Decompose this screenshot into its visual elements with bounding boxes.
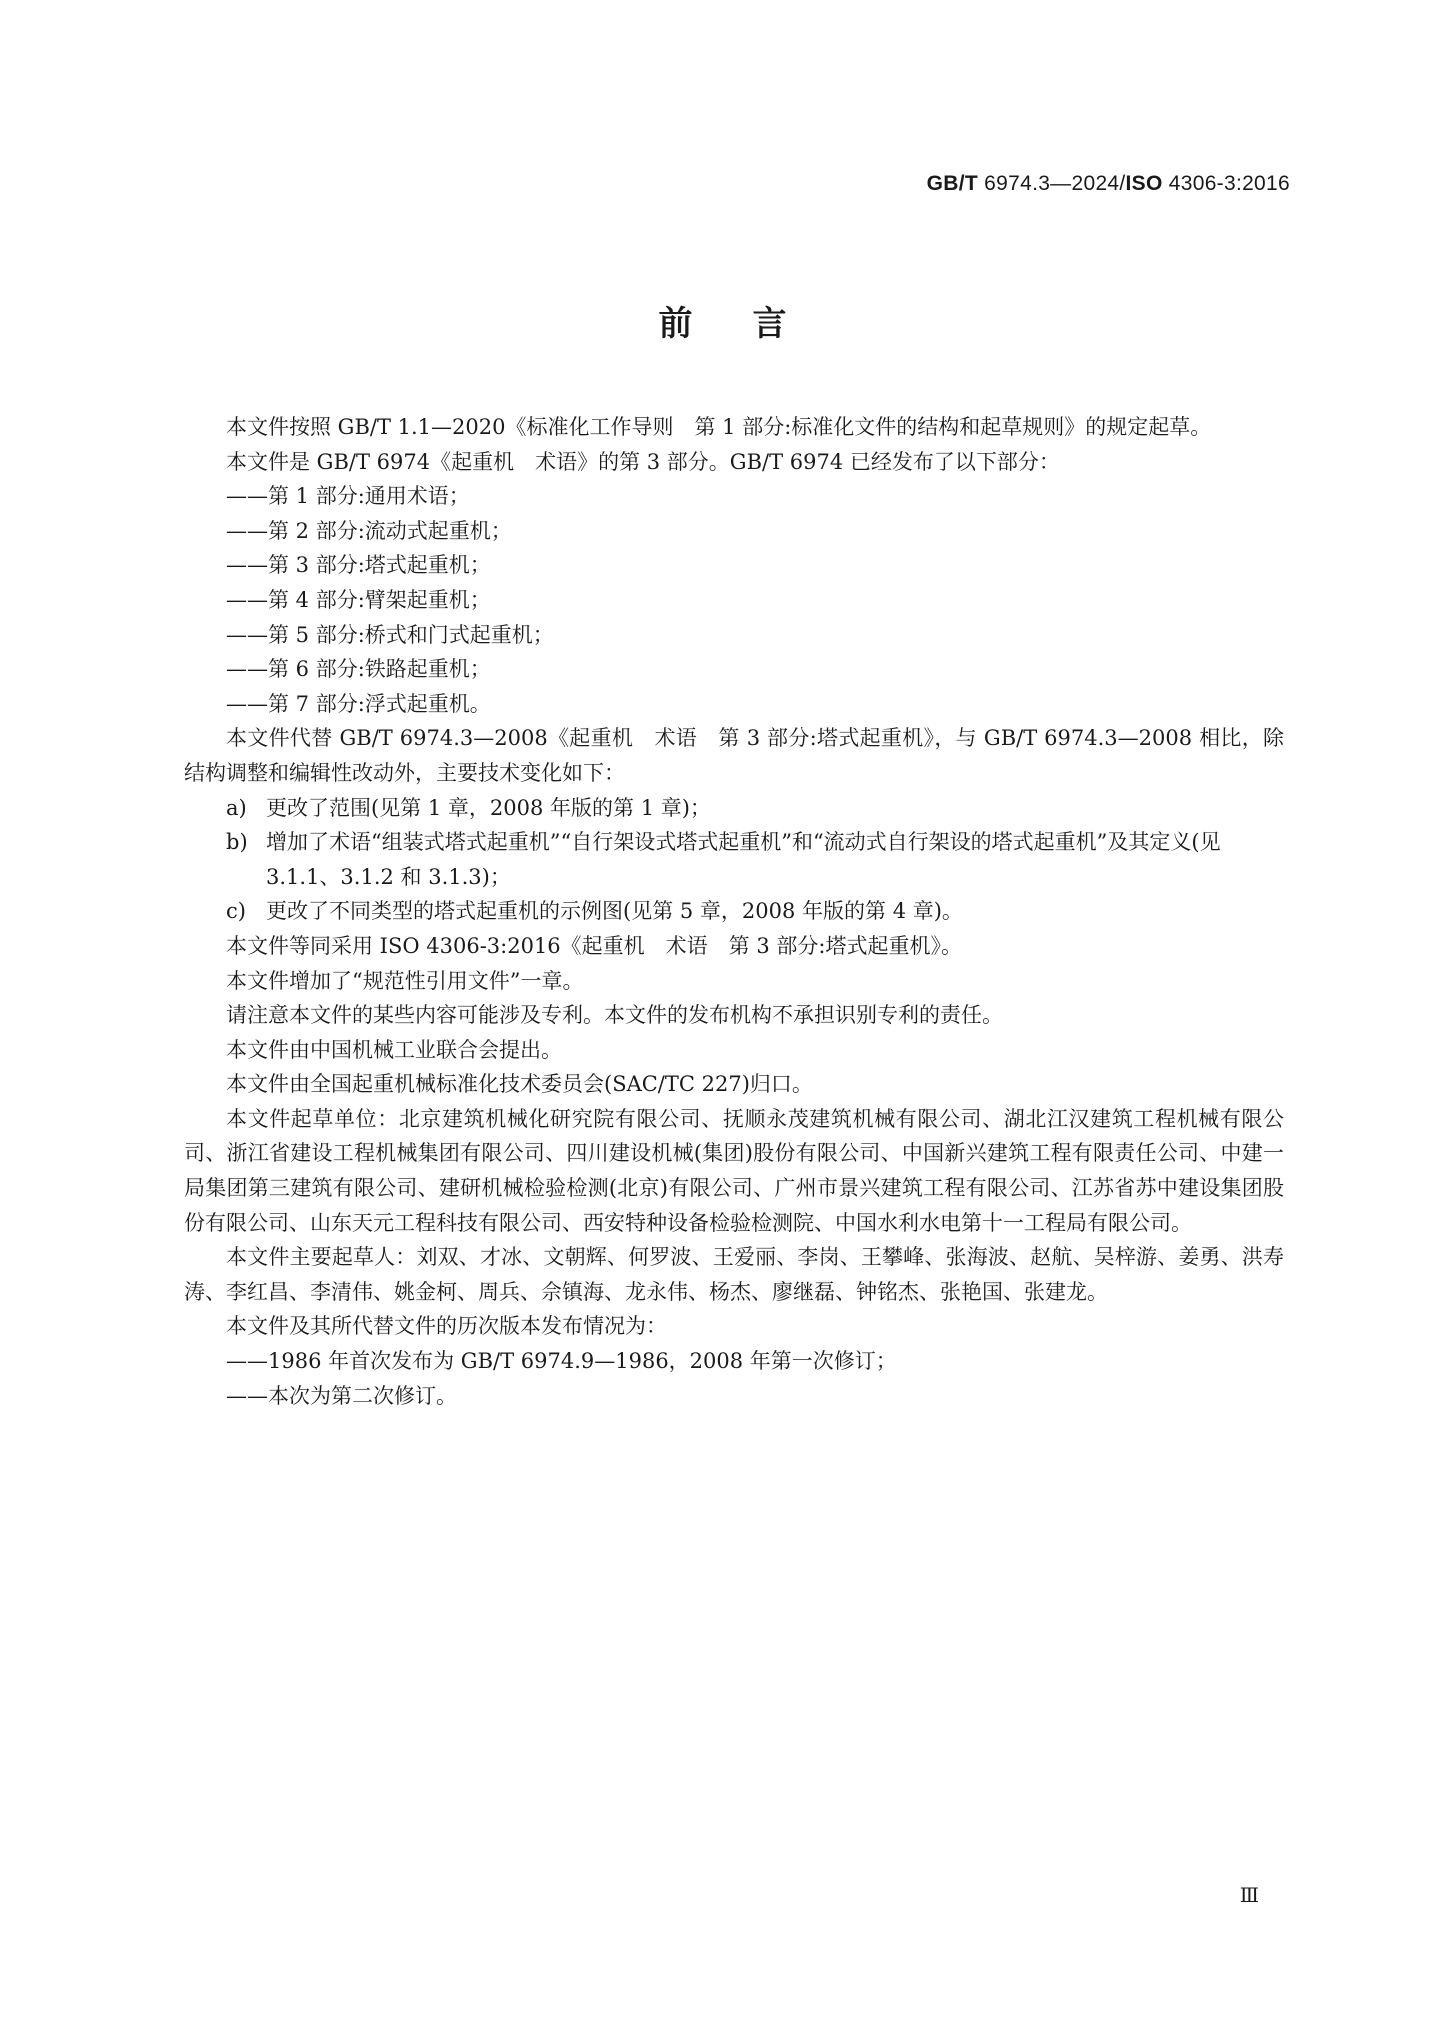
change-item (184, 791, 1284, 826)
paragraph-patent-notice: 请注意本文件的某些内容可能涉及专利。本文件的发布机构不承担识别专利的责任。 (226, 1003, 1003, 1028)
code-iso-number: 4306-3:2016 (1162, 172, 1290, 195)
paragraph-drafting-rules: 本文件按照 GB/T 1.1—2020《标准化工作导则 第 1 部分:标准化文件的结构和起草规则》的规定起草。 (226, 415, 1212, 439)
change-marker: b) (226, 830, 248, 855)
paragraph-history-intro: 本文件及其所代替文件的历次版本发布情况为： (226, 1314, 667, 1339)
page-title: 前言 (658, 304, 847, 344)
part-item: ——第 4 部分:臂架起重机； (226, 587, 491, 612)
paragraph-proposer: 本文件由中国机械工业联合会提出。 (226, 1037, 562, 1062)
change-text: 更改了范围(见第 1 章，2008 年版的第 1 章)； (266, 795, 711, 820)
paragraph-replaces: 本文件代替 GB/T 6974.3—2008《起重机 术语 第 3 部分:塔式起重机》，与 GB/T 6974.3—2008 相比，除结构调整和编辑性改动外，主要技术变化如下： (184, 726, 1284, 785)
paragraph-iso-adoption: 本文件等同采用 ISO 4306-3:2016《起重机 术语 第 3 部分:塔式起重机》。 (226, 933, 962, 958)
part-item: ——第 2 部分:流动式起重机； (226, 518, 512, 543)
code-gb: GB/T (926, 172, 979, 195)
code-gb-number: 6974.3—2024/ (978, 172, 1126, 195)
part-item: ——第 3 部分:塔式起重机； (226, 553, 491, 578)
change-text: 更改了不同类型的塔式起重机的示例图(见第 5 章，2008 年版的第 4 章)。 (266, 899, 963, 924)
part-item: ——第 7 部分:浮式起重机。 (226, 691, 491, 716)
foreword-body (184, 410, 1284, 1413)
document-code (927, 172, 1290, 196)
code-iso: ISO (1125, 172, 1163, 195)
part-item: ——第 5 部分:桥式和门式起重机； (226, 622, 554, 647)
change-text: 增加了术语“组装式塔式起重机”“自行架设式塔式起重机”和“流动式自行架设的塔式起重机”及其定义(见 3.1.1、3.1.2 和 3.1.3)； (266, 830, 1221, 889)
part-item: ——第 6 部分:铁路起重机； (226, 657, 491, 682)
paragraph-series-parts: 本文件是 GB/T 6974《起重机 术语》的第 3 部分。GB/T 6974 已经发布了以下部分： (226, 449, 1060, 474)
paragraph-drafting-units: 本文件起草单位：北京建筑机械化研究院有限公司、抚顺永茂建筑机械有限公司、湖北江汉建筑工程机械有限公司、浙江省建设工程机械集团有限公司、四川建设机械(集团)股份有限公司、中国新兴建筑工程有限责任公司、中建一局集团第三建筑有限公司、建研机械检验检测(北京)有限公司、广州市景兴建筑工程有限公司、江苏省苏中建设集团股份有限公司、山东天元工程科技有限公司、西安特种设备检验检测院、中国水利水电第十一工程局有限公司。 (184, 1106, 1284, 1235)
part-item: ——第 1 部分:通用术语； (226, 484, 470, 509)
history-item: ——本次为第二次修订。 (226, 1383, 457, 1408)
change-item (184, 825, 1284, 894)
paragraph-committee: 本文件由全国起重机械标准化技术委员会(SAC/TC 227)归口。 (226, 1072, 813, 1097)
paragraph-drafters: 本文件主要起草人：刘双、才冰、文朝辉、何罗波、王爱丽、李岗、王攀峰、张海波、赵航、吴梓游、姜勇、洪寿涛、李红昌、李清伟、姚金柯、周兵、佘镇海、龙永伟、杨杰、廖继磊、钟铭杰、张艳国、张建龙。 (184, 1245, 1284, 1304)
change-item (184, 894, 1284, 929)
change-marker: c) (226, 899, 246, 924)
history-item: ——1986 年首次发布为 GB/T 6974.9—1986，2008 年第一次修订； (226, 1349, 897, 1374)
change-marker: a) (226, 795, 247, 820)
paragraph-normative-refs: 本文件增加了“规范性引用文件”一章。 (226, 968, 584, 993)
page-number: Ⅲ (1239, 1883, 1259, 1907)
